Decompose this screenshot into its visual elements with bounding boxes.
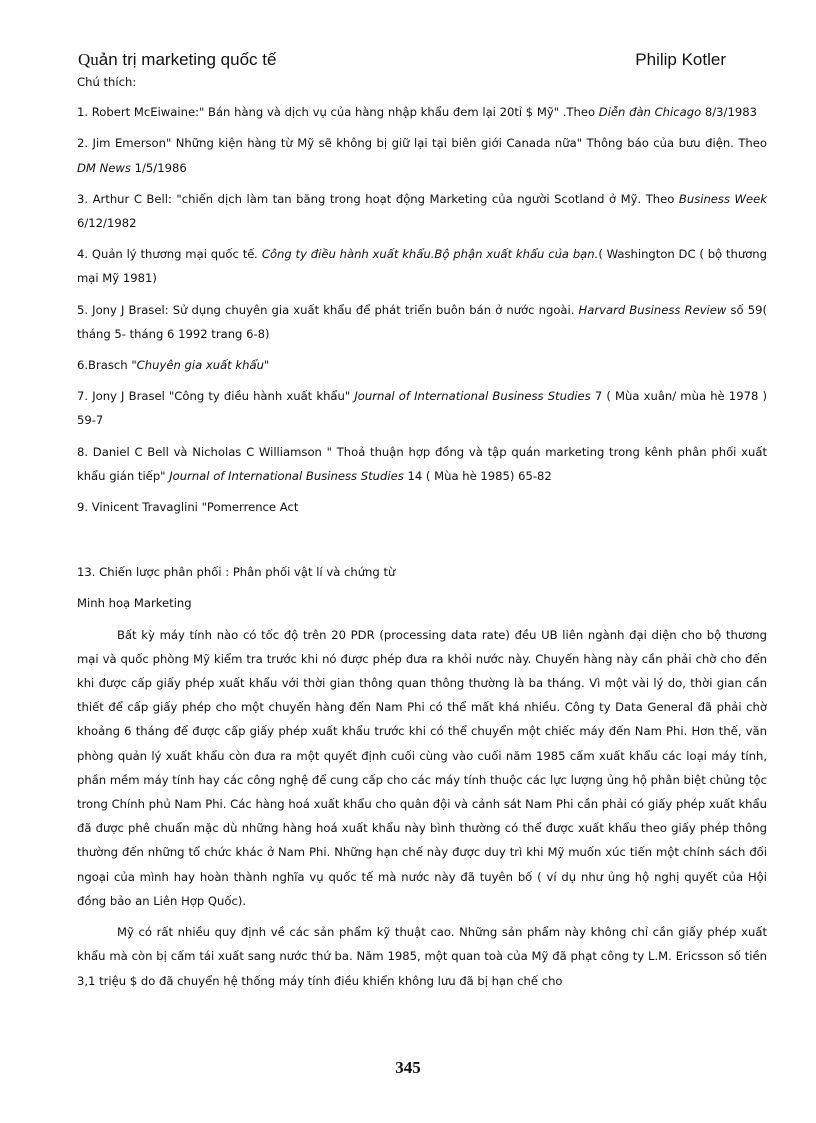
note-item-8: 8. Daniel C Bell và Nicholas C Williamson " Thoả thuận hợp đồng và tập quán marketing trong kênh phân phối xuất khẩu gián tiếp" Journal of International Business Studies 14 ( Mùa hè 1985) 65-82: [77, 444, 767, 483]
note-source: Journal of International Business Studies: [169, 468, 404, 483]
note-source: . Công ty điều hành xuất khẩu.Bộ phận xuất khẩu của bạn.: [254, 247, 599, 262]
section-title: 13. Chiến lược phân phối : Phân phối vật lí và chứng từ: [77, 565, 396, 580]
running-header: [78, 50, 738, 72]
book-title-rest: ản trị marketing quốc tế: [98, 50, 277, 69]
note-source: Harvard Business Review: [578, 302, 727, 317]
note-source: Business Week: [678, 191, 767, 206]
section-subtitle: Minh hoạ Marketing: [77, 596, 192, 611]
book-title-initial: Qu: [78, 50, 99, 69]
body-paragraph: Mỹ có rất nhiều quy định về các sản phẩm kỹ thuật cao. Những sản phẩm này không chỉ cần giấy phép xuất khẩu mà còn bị cấm tái xuất sang nước thứ ba. Năm 1985, một quan toà của Mỹ đã phạt công ty L.M. Ericsson số tiền 3,1 triệu $ do đã chuyển hệ thống máy tính điều khiển không lưu đã bị hạn chế cho: [77, 925, 767, 988]
note-item-4: 4. Quản lý thương mại quốc tế. Công ty điều hành xuất khẩu.Bộ phận xuất khẩu của bạn.( Washington DC ( bộ thương mại Mỹ 1981): [77, 247, 767, 286]
book-title: [78, 50, 276, 70]
note-item-1: 1. Robert McEiwaine:" Bán hàng và dịch vụ của hàng nhập khẩu đem lại 20tỉ $ Mỹ" .Theo Diễn đàn Chicago 8/3/1983: [77, 105, 757, 120]
note-source: DM News: [77, 160, 131, 175]
note-item-6: 6.Brasch "Chuyên gia xuất khẩu": [77, 358, 270, 373]
note-source: Chuyên gia xuất khẩu: [136, 358, 264, 373]
note-item-7: 7. Jony J Brasel "Công ty điều hành xuất khẩu" Journal of International Business Studies 7 ( Mùa xuân/ mùa hè 1978 ) 59-7: [77, 389, 767, 428]
notes-heading: Chú thích:: [77, 75, 137, 89]
page-number: 345: [395, 1058, 421, 1077]
page-body: [77, 70, 767, 1000]
note-source: Diễn đàn Chicago: [598, 105, 702, 120]
body-paragraph: Bất kỳ máy tính nào có tốc độ trên 20 PDR (processing data rate) đều UB liên ngành đại diện cho bộ thương mại và quốc phòng Mỹ kiểm tra trước khi nó được phép đưa ra khỏi nước này. Chuyến hàng này cần phải chờ cho đến khi được cấp giấy phép xuất khẩu với thời gian thông quan thông thường là ba tháng. Vì một vài lý do, thời gian cần thiết để cấp giấy phép cho một chuyến hàng đến Nam Phi có thể mất khá nhiều. Công ty Data General đã phải chờ khoảng 6 tháng để được cấp giấy phép xuất khẩu trước khi có thể chuyển một chiếc máy đến Nam Phi. Hơn thế, văn phòng quản lý xuất khẩu còn đưa ra một quyết định cuối cùng vào cuối năm 1985 cấm xuất khẩu các loại máy tính, phần mềm máy tính hay các công nghệ để cung cấp cho các máy tính thuộc các lực lượng ủng hộ phân biệt chủng tộc trong Chính phủ Nam Phi. Các hàng hoá xuất khẩu cho quân đội và cảnh sát Nam Phi cần phải có giấy phép xuất khẩu đã được phê chuẩn mặc dù những hàng hoá xuất khẩu này bình thường có thể được xuất khẩu theo giấy phép thông thường đến những tổ chức khác ở Nam Phi. Những hạn chế này được duy trì khi Mỹ muốn xúc tiến một chính sách đối ngoại của mình hay hoàn thành nghĩa vụ quốc tế mà nước này đã tuyên bố ( ví dụ như ủng hộ nghị quyết của Hội đồng bảo an Liên Hợp Quốc).: [77, 627, 767, 908]
note-item-5: 5. Jony J Brasel: Sử dụng chuyên gia xuất khẩu để phát triển buôn bán ở nước ngoài. Harvard Business Review số 59( tháng 5- tháng 6 1992 trang 6-8): [77, 302, 768, 341]
note-source: " Journal of International Business Studies: [344, 389, 591, 404]
section-gap: [77, 526, 767, 560]
author-name: Philip Kotler: [635, 50, 726, 69]
note-item-2: 2. Jim Emerson" Những kiện hàng từ Mỹ sẽ không bị giữ lại tại biên giới Canada nữa" Thông báo của bưu điện. Theo DM News 1/5/1986: [77, 136, 767, 175]
note-item-3: 3. Arthur C Bell: "chiến dịch làm tan băng trong hoạt động Marketing của người Scotland ở Mỹ. Theo Business Week 6/12/1982: [77, 191, 767, 231]
note-item-9: 9. Vinicent Travaglini "Pomerrence Act: [77, 500, 299, 515]
